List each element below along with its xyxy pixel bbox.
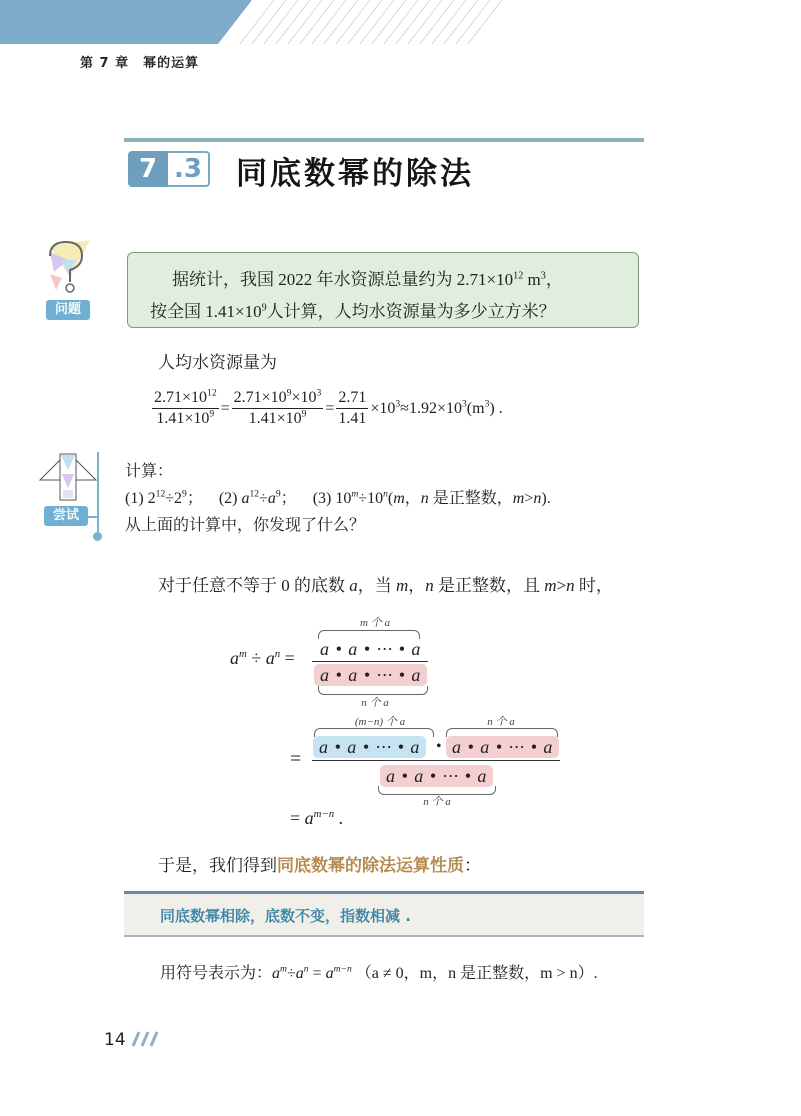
symbolic-rule: 用符号表示为：$a^m\div a^n = a^{m-n}$ （a ≠ 0，m，n 是正整数，m > n）. (160, 963, 598, 982)
section-number: 7 (128, 151, 168, 187)
section-badge (128, 151, 210, 187)
fraction-line (312, 661, 428, 662)
fraction-line-2 (312, 760, 560, 761)
fraction-1: $\frac{2.71\times 10^{12}}{1.41\times 10^9}$ (154, 387, 217, 427)
section-subnumber: .3 (168, 151, 210, 187)
pink-product-bottom: a • a • ··· • a (380, 765, 493, 787)
problem-text-line2: 按全国 $1.41\times 10^9$人计算，人均水资源量为多少立方米？ (150, 302, 556, 321)
header-band (0, 0, 801, 44)
solution-intro: 人均水资源量为 (158, 353, 277, 372)
brace-label-n: n 个 a (361, 697, 389, 709)
question-mark-icon (40, 238, 96, 296)
try-exercises: (1) $2^{12}\div 2^9$； (2) $a^{12}\div a^9$； (3) $10^m\div 10^n(m$，n 是正整数，m>n). (125, 488, 551, 507)
solution-equation: $\frac{2.71\times 10^{12}}{1.41\times 10^9}$ = $\frac{2.71\times 10^9\times 10^3}{1.41\times 10^9}$ = $\frac{2.71}{1.41}$ $\times 10^3\approx 1.92\times 10^3(m^3)$ . (154, 387, 503, 427)
try-tag: 尝试 (44, 506, 88, 526)
derivation-result: = $a^{m-n}$ . (290, 808, 344, 828)
derivation-lhs: $a^m \div a^n$ = (230, 648, 295, 668)
problem-text-line1: 据统计，我国 2022 年水资源总量约为 $2.71\times 10^{12}$ $m^3$， (172, 270, 563, 289)
try-divider-tick (88, 516, 98, 518)
page-slashes-icon (131, 1031, 161, 1047)
try-divider (97, 452, 99, 534)
numerator-product: a • a • ··· • a (320, 639, 422, 659)
equals-sign: = (290, 748, 302, 770)
general-statement: 对于任意不等于 0 的底数 a，当 m，n 是正整数，且 m>n 时， (158, 576, 613, 595)
title-rule (124, 138, 644, 142)
conclusion: 于是，我们得到同底数幂的除法运算性质： (158, 856, 481, 876)
multiply-dot: • (436, 738, 442, 755)
page-number: 14 (104, 1030, 161, 1050)
try-divider-dot (93, 532, 102, 541)
brace-label-n-bottom: n 个 a (423, 796, 451, 808)
fraction-2: $\frac{2.71\times 10^9\times 10^3}{1.41\times 10^9}$ (233, 387, 322, 427)
try-heading: 计算： (125, 463, 174, 480)
try-question: 从上面的计算中，你发现了什么？ (125, 517, 366, 534)
section-title: 同底数幂的除法 (236, 156, 474, 192)
brace-label-m-minus-n: (m−n) 个 a (354, 716, 406, 728)
blue-product: a • a • ··· • a (313, 736, 426, 758)
chapter-header: 第 7 章 幂的运算 (80, 56, 200, 71)
property-name: 同底数幂的除法运算性质 (277, 856, 464, 876)
pinwheel-icon (38, 452, 98, 502)
denominator-product: a • a • ··· • a (314, 664, 427, 686)
pink-product-top: a • a • ··· • a (446, 736, 559, 758)
brace-label-m: m 个 a (360, 617, 390, 629)
fraction-3: $\frac{2.71}{1.41}$ (338, 389, 367, 427)
rule-text: 同底数幂相除，底数不变，指数相减 . (160, 907, 411, 925)
brace-label-n-top: n 个 a (487, 716, 515, 728)
problem-tag: 问题 (46, 300, 90, 320)
